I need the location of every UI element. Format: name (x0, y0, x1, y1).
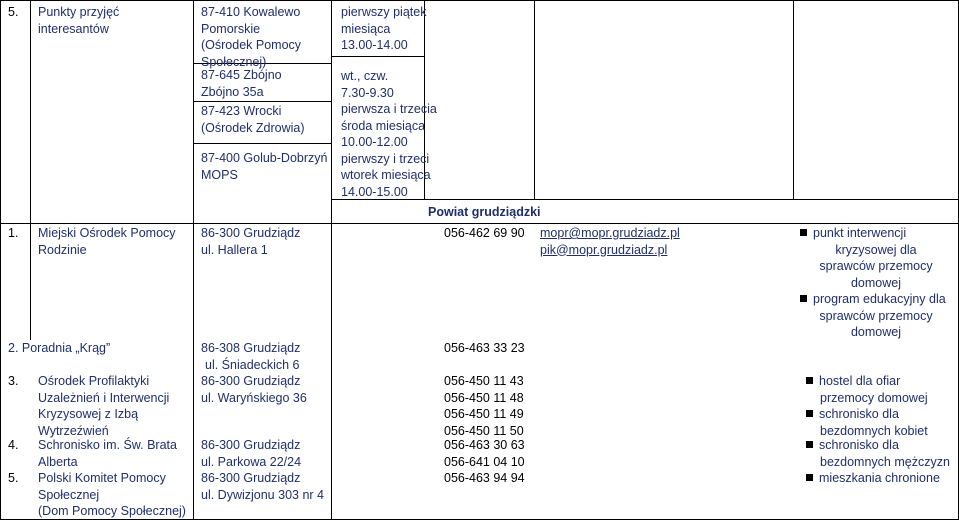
m4-services (806, 437, 950, 470)
address-line: 87-400 Golub-Dobrzyń (201, 151, 328, 165)
service-line: schronisko dla (819, 407, 899, 421)
name-line: Polski Komitet Pomocy (38, 471, 166, 485)
address-line: ul. Hallera 1 (201, 242, 268, 257)
hours-line: pierwsza i trzecia (341, 102, 437, 116)
bullet-square-icon (806, 410, 813, 417)
m2-phone: 056-463 33 23 (444, 341, 525, 355)
email-link-mopr[interactable]: mopr@mopr.grudziadz.pl (540, 226, 680, 240)
m3-phones (444, 373, 524, 439)
phone-line: 056-641 04 10 (444, 454, 525, 469)
service-line: hostel dla ofiar (819, 374, 901, 388)
m1-phone: 056-462 69 90 (444, 226, 525, 240)
address-line: MOPS (201, 167, 238, 182)
section-header-powiat: Powiat grudziądzki (428, 205, 541, 219)
name-line: Uzależnień i Interwencji (38, 390, 170, 405)
address-line: Zbójno 35a (201, 84, 264, 99)
m1-address (201, 225, 300, 258)
address-line: ul. Śniadeckich 6 (205, 357, 300, 372)
m2-name: 2. Poradnia „Krąg” (8, 341, 111, 355)
hours-line: pierwszy i trzeci (341, 151, 430, 166)
service-line: bezdomnych mężczyzn (820, 454, 950, 469)
row5-name-line: interesantów (38, 21, 109, 36)
name-line: Społecznej (38, 487, 100, 502)
m3-services (806, 373, 928, 439)
service-line: kryzysowej dla (835, 242, 917, 257)
address-line: 87-410 Kowalewo (201, 5, 301, 19)
row5-hours-1 (341, 4, 426, 54)
service-line: program edukacyjny dla (813, 292, 946, 306)
name-line: Alberta (38, 454, 78, 469)
row5-number: 5. (8, 5, 19, 19)
service-line: sprawców przemocy (819, 259, 933, 273)
hours-line: 10.00-12.00 (341, 135, 408, 149)
bullet-square-icon (806, 377, 813, 384)
m5-name (38, 470, 186, 520)
address-line: ul. Dywizjonu 303 nr 4 (201, 487, 324, 502)
m3-name (38, 373, 169, 439)
service-line: sprawców przemocy (819, 308, 933, 323)
name-line: (Dom Pomocy Społecznej) (38, 504, 186, 518)
name-line: Ośrodek Profilaktyki (38, 374, 150, 388)
m4-address (201, 437, 301, 470)
hours-line: 13.00-14.00 (341, 38, 408, 52)
address-line: Pomorskie (201, 21, 261, 36)
phone-line: 056-450 11 43 (444, 374, 524, 388)
m5-number: 5. (8, 471, 19, 485)
hours-line: 7.30-9.30 (341, 85, 394, 100)
name-line: Rodzinie (38, 242, 87, 257)
name-line: Miejski Ośrodek Pomocy (38, 226, 176, 240)
row5-address-golub (201, 150, 327, 183)
service-line: przemocy domowej (820, 390, 928, 405)
hours-line: środa miesiąca (341, 118, 426, 133)
row5-hours-2 (341, 68, 437, 200)
address-line: 86-300 Grudziądz (201, 374, 301, 388)
name-line: Schronisko im. Św. Brata (38, 438, 177, 452)
service-line: bezdomnych kobiet (820, 423, 928, 438)
bullet-square-icon (806, 441, 813, 448)
address-line: 86-300 Grudziądz (201, 438, 301, 452)
service-line: mieszkania chronione (819, 471, 940, 485)
service-line: schronisko dla (819, 438, 899, 452)
m4-name (38, 437, 177, 470)
m5-services (806, 470, 940, 487)
address-line: ul. Parkowa 22/24 (201, 454, 302, 469)
service-line: domowej (850, 275, 902, 290)
email-link-pik[interactable]: pik@mopr.grudziadz.pl (540, 242, 668, 257)
row5-address-kowalewo (201, 4, 301, 70)
address-line: ul. Waryńskiego 36 (201, 390, 307, 405)
hours-line: miesiąca (341, 21, 391, 36)
service-line: punkt interwencji (813, 226, 907, 240)
hours-line: wt., czw. (341, 69, 389, 83)
address-line: (Ośrodek Zdrowia) (201, 120, 305, 135)
phone-line: 056-450 11 48 (444, 390, 524, 405)
address-line: 86-308 Grudziądz (201, 341, 301, 355)
address-line: 87-423 Wrocki (201, 104, 282, 118)
m1-name (38, 225, 176, 258)
address-line: 87-645 Zbójno (201, 68, 282, 82)
hours-line: pierwszy piątek (341, 5, 427, 19)
m1-services (800, 225, 952, 341)
row5-address-zbojno (201, 67, 282, 100)
phone-line: 056-463 30 63 (444, 438, 525, 452)
address-line: Społecznej) (201, 54, 267, 69)
address-line: (Ośrodek Pomocy (201, 38, 302, 52)
bullet-square-icon (806, 474, 813, 481)
row5-address-wrocki (201, 103, 305, 136)
m4-number: 4. (8, 438, 19, 452)
m1-emails (540, 225, 680, 258)
m2-address (201, 340, 300, 373)
name-line: Kryzysowej z Izbą (38, 407, 139, 421)
row5-name (38, 4, 119, 37)
hours-line: wtorek miesiąca (341, 168, 431, 182)
hours-line: 14.00-15.00 (341, 184, 408, 199)
m5-address (201, 470, 324, 503)
phone-line: 056-450 11 50 (444, 423, 524, 438)
bullet-square-icon (800, 295, 807, 302)
m4-phones (444, 437, 525, 470)
m3-number: 3. (8, 374, 19, 388)
m5-phone: 056-463 94 94 (444, 471, 525, 485)
bullet-square-icon (800, 229, 807, 236)
phone-line: 056-450 11 49 (444, 407, 524, 421)
address-line: 86-300 Grudziądz (201, 226, 301, 240)
row5-name-line: Punkty przyjęć (38, 5, 120, 19)
name-line: Wytrzeźwień (38, 423, 109, 438)
service-line: domowej (850, 325, 902, 339)
address-line: 86-300 Grudziądz (201, 471, 301, 485)
m3-address (201, 373, 307, 406)
m1-number: 1. (8, 226, 19, 240)
